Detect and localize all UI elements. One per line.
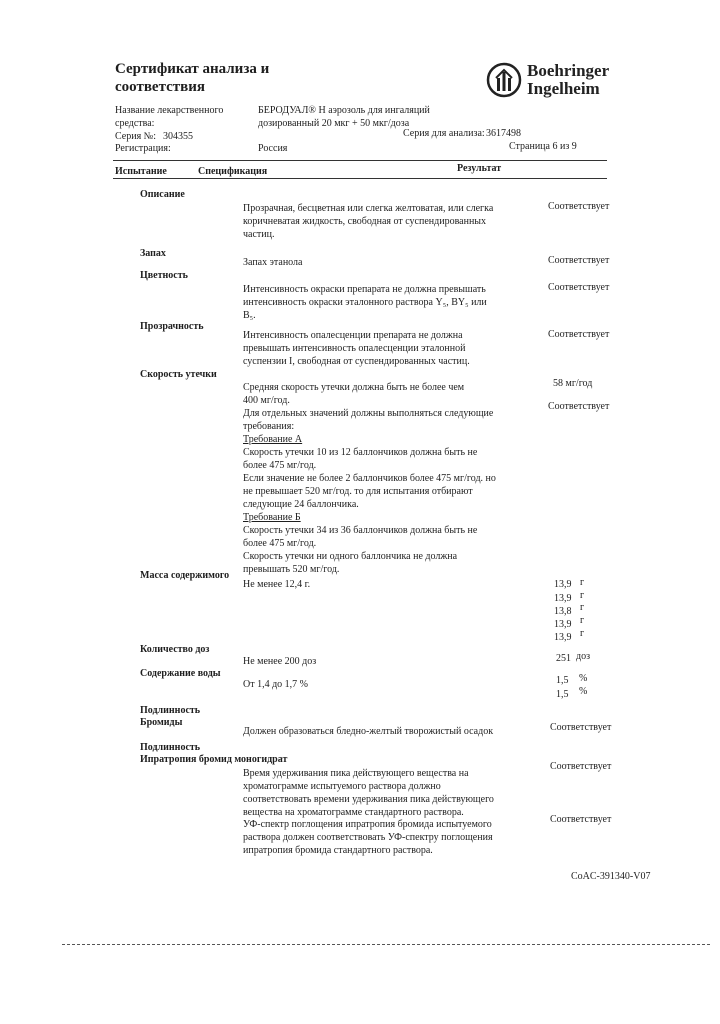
doses-unit: доз <box>576 651 591 662</box>
test-name-color: Цветность <box>140 270 188 281</box>
logo-text-line2: Ingelheim <box>527 79 600 98</box>
column-header-result: Результат <box>457 163 502 174</box>
result-leak-rate: Соответствует <box>548 401 610 412</box>
mass-unit-4: г <box>580 615 585 626</box>
spec-mass: Не менее 12,4 г. <box>243 579 311 590</box>
mass-value-1: 13,9 <box>554 579 572 590</box>
mass-unit-2: г <box>580 590 585 601</box>
test-name-water: Содержание воды <box>140 668 221 679</box>
water-unit-2: % <box>579 686 588 697</box>
drug-name-label-line2: средства: <box>115 118 155 129</box>
boehringer-logo-icon <box>486 62 522 98</box>
spec-doses: Не менее 200 доз <box>243 656 317 667</box>
document-title-line2: соответствия <box>115 79 206 95</box>
header-rule-top <box>113 160 607 161</box>
column-header-test: Испытание <box>115 166 167 177</box>
result-clarity: Соответствует <box>548 329 610 340</box>
spec-leak-rate: Средняя скорость утечки должна быть не более чем 400 мг/год. Для отдельных значений должны выполняться следующие требования: Требование А Скорость утечки 10 из 12 баллончиков должна быть не более 475 мг/год. Если значение не более 2 баллончиков более 475 мг/год. но не превышает 520 мг/год. то для испытания отбирают следующие 24 баллончика. Требование Б Скорость утечки 34 из 36 баллончиков должна быть не более 475 мг/год. Скорость утечки ни одного баллончика не должна превышать 520 мг/год. <box>243 381 507 576</box>
analysis-series-value: 3617498 <box>486 128 521 139</box>
mass-value-3: 13,8 <box>554 606 572 617</box>
requirement-a-title: Требование А <box>243 434 303 445</box>
header-rule-bottom <box>113 178 607 179</box>
series-value: 304355 <box>163 131 193 142</box>
mass-unit-1: г <box>580 577 585 588</box>
test-name-mass: Масса содержимого <box>140 570 230 581</box>
mass-value-5: 13,9 <box>554 632 572 643</box>
result-ipratropium-hplc: Соответствует <box>550 761 612 772</box>
test-name-clarity: Прозрачность <box>140 321 204 332</box>
test-name-bromides: Бромиды <box>140 717 183 728</box>
mass-unit-5: г <box>580 628 585 639</box>
spec-clarity: Интенсивность опалесценции препарата не должна превышать интенсивность опалесценции эталонной суспензии I, свободная от суспендированных частиц. <box>243 330 470 367</box>
test-name-identity-label-2: Подлинность <box>140 742 201 753</box>
logo-text-line1: Boehringer <box>527 61 610 80</box>
spec-ipratropium-hplc: Время удерживания пика действующего вещества на хроматограмме испытуемого раствора должно соответствовать времени удерживания пика действующего вещества на хроматограмме стандартного раствора. <box>243 768 494 818</box>
spec-description: Прозрачная, бесцветная или слегка желтоватая, или слегка коричневатая жидкость, свободная от суспендированных частиц. <box>243 203 494 240</box>
spec-odor: Запах этанола <box>243 257 303 268</box>
result-bromides: Соответствует <box>550 722 612 733</box>
test-name-odor: Запах <box>140 248 166 259</box>
registration-value: Россия <box>258 143 288 154</box>
result-ipratropium-uv: Соответствует <box>550 814 612 825</box>
footer-rule <box>62 944 710 945</box>
test-name-doses: Количество доз <box>140 644 210 655</box>
document-title-line1: Сертификат анализа и <box>115 61 270 77</box>
column-header-spec: Спецификация <box>198 166 268 177</box>
test-name-ipratropium: Ипратропия бромид моногидрат <box>140 754 288 765</box>
mass-value-2: 13,9 <box>554 593 572 604</box>
drug-name-value-line1: БЕРОДУАЛ® Н аэрозоль для ингаляций <box>258 105 430 116</box>
result-odor: Соответствует <box>548 255 610 266</box>
drug-name-label-line1: Название лекарственного <box>115 105 224 116</box>
result-description: Соответствует <box>548 201 610 212</box>
analysis-series-label: Серия для анализа: <box>403 128 485 139</box>
requirement-b-title: Требование Б <box>243 512 301 523</box>
spec-bromides: Должен образоваться бледно-желтый творожистый осадок <box>243 726 494 737</box>
water-value-2: 1,5 <box>556 689 569 700</box>
page-number: Страница 6 из 9 <box>509 141 577 152</box>
test-name-description: Описание <box>140 189 185 200</box>
result-color: Соответствует <box>548 282 610 293</box>
test-name-identity-label: Подлинность <box>140 705 201 716</box>
registration-label: Регистрация: <box>115 143 171 154</box>
doses-value: 251 <box>556 653 571 664</box>
water-value-1: 1,5 <box>556 675 569 686</box>
spec-water: От 1,4 до 1,7 % <box>243 679 309 690</box>
test-name-leak-rate: Скорость утечки <box>140 369 217 380</box>
series-label: Серия №: <box>115 131 157 142</box>
document-code: CoAC-391340-V07 <box>571 871 651 882</box>
result-leak-rate-value: 58 мг/год <box>553 378 593 389</box>
mass-unit-3: г <box>580 602 585 613</box>
water-unit-1: % <box>579 673 588 684</box>
mass-value-4: 13,9 <box>554 619 572 630</box>
spec-color: Интенсивность окраски препарата не должна превышать интенсивность окраски эталонного раствора Y₅, BY₅ или B₅. <box>243 284 487 321</box>
drug-name-value-line2: дозированный 20 мкг + 50 мкг/доза <box>258 118 410 129</box>
spec-ipratropium-uv: УФ-спектр поглощения ипратропия бромида испытуемого раствора должен соответствовать УФ-спектру поглощения ипратропия бромида стандартного раствора. <box>243 819 493 856</box>
